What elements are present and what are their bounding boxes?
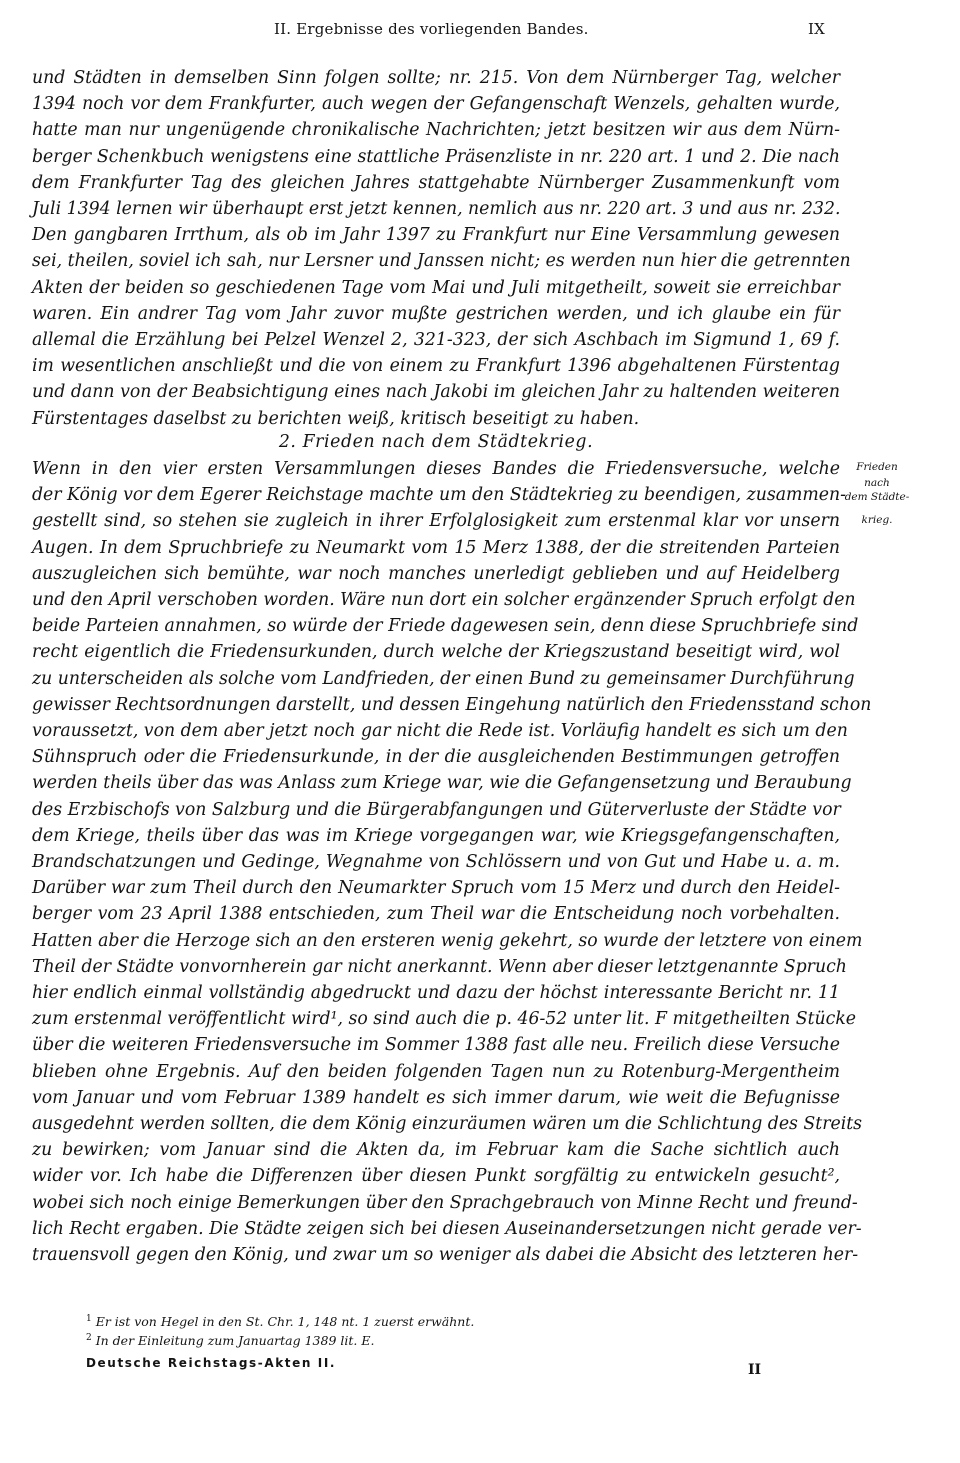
footnote-text: Er ist von Hegel in den St. Chr. 1, 148 nt. 1 zuerst erwähnt. [95,1314,475,1330]
text-line: Theil der Städte vonvornherein gar nicht anerkannt. Wenn aber dieser letztgenannte Spruch [32,956,847,977]
text-line: und den April verschoben worden. Wäre nun dort ein solcher ergänzender Spruch erfolgt den [32,590,856,610]
text-line: im wesentlichen anschließt und die von einem zu Frankfurt 1396 abgehaltenen Fürstentag [32,356,840,377]
text-line: Juli 1394 lernen wir überhaupt erst jetzt kennen, nemlich aus nr. 220 art. 3 und aus nr. 232. [32,199,841,219]
margin-note-line: dem Städte- [844,491,910,503]
footer-signature: II [748,1362,762,1378]
text-line: gestellt sind, so stehen sie zugleich in ihrer Erfolglosigkeit zum erstenmal klar vor unsern [32,511,840,532]
text-line: waren. Ein andrer Tag vom Jahr zuvor mußte gestrichen werden, und ich glaube ein für [32,303,840,324]
text-line: ausgedehnt werden sollten, die dem König einzuräumen wären um die Schlichtung des Streits [32,1114,863,1134]
text-line: Sühnspruch oder die Friedensurkunde, in der die ausgleichenden Bestimmungen getroffen [32,747,840,768]
text-line: voraussetzt, von dem aber jetzt noch gar nicht die Rede ist. Vorläufig handelt es sich um den [32,721,848,741]
footnote-mark: 1 [86,1314,92,1324]
text-line: Akten der beiden so geschiedenen Tage vom Mai und Juli mitgetheilt, soweit sie erreichbar [32,277,840,298]
text-line: hatte man nur ungenügende chronikalische Nachrichten; jetzt besitzen wir aus dem Nürn- [32,120,840,141]
text-line: Hatten aber die Herzoge sich an den ersteren wenig gekehrt, so wurde der letztere von einem [32,930,863,951]
text-line: zum erstenmal veröffentlicht wird¹, so sind auch die p. 46-52 unter lit. F mitgetheilten Stücke [32,1009,857,1030]
footnote-text: In der Einleitung zum Januartag 1389 lit. E. [95,1333,375,1349]
text-line: beide Parteien annahmen, so würde der Friede dagewesen sein, denn diese Spruchbriefe sind [32,616,859,637]
text-line: werden theils über das was Anlass zum Kriege war, wie die Gefangensetzung und Beraubung [32,773,852,794]
text-line: Fürstentages daselbst zu berichten weiß, kritisch beseitigt zu haben. [32,408,640,429]
text-line: über die weiteren Friedensversuche im Sommer 1388 fast alle neu. Freilich diese Versuche [32,1035,840,1056]
text-line: 1394 noch vor dem Frankfurter, auch wegen der Gefangenschaft Wenzels, gehalten wurde, [32,94,840,115]
page-number: IX [808,20,826,38]
running-header: II. Ergebnisse des vorliegenden Bandes. [274,20,589,38]
text-line: recht eigentlich die Friedensurkunden, durch welche der Kriegszustand beseitigt wird, wol [32,642,840,663]
footnote-mark: 2 [86,1333,92,1343]
text-line: und dann von der Beabsichtigung eines nach Jakobi im gleichen Jahr zu haltenden weiteren [32,382,840,403]
text-line: wider vor. Ich habe die Differenzen über diesen Punkt sorgfältig zu entwickeln gesucht², [32,1166,840,1187]
text-line: der König vor dem Egerer Reichstage machte um den Städtekrieg zu beendigen, zusammen- [32,485,847,506]
text-line: und Städten in demselben Sinn folgen sollte; nr. 215. Von dem Nürnberger Tag, welcher [32,68,840,88]
text-line: berger vom 23 April 1388 entschieden, zum Theil war die Entscheidung noch vorbehalten. [32,904,840,925]
text-line: gewisser Rechtsordnungen darstellt, und dessen Eingehung natürlich den Friedensstand schon [32,694,872,715]
text-line: allemal die Erzählung bei Pelzel Wenzel 2, 321-323, der sich Aschbach im Sigmund 1, 69 f. [32,330,840,350]
text-line: hier endlich einmal vollständig abgedruckt und dazu der höchst interessante Bericht nr. 11 [32,983,840,1003]
text-line: Augen. In dem Spruchbriefe zu Neumarkt vom 15 Merz 1388, der die streitenden Parteien [32,537,840,558]
text-line: des Erzbischofs von Salzburg und die Bürgerabfangungen und Güterverluste der Städte vor [32,799,841,820]
margin-note-line: nach [864,477,890,489]
text-line: sei, theilen, soviel ich sah, nur Lersner und Janssen nicht; es werden nun hier die getrennten [32,251,851,272]
text-line: zu unterscheiden als solche vom Landfrieden, der einen Bund zu gemeinsamer Durchführung [32,668,855,689]
footnote-2 [86,1330,374,1349]
text-line: trauensvoll gegen den König, und zwar um so weniger als dabei die Absicht des letzteren her- [32,1245,859,1265]
margin-note-line: Frieden [856,461,898,473]
section-heading: 2. Frieden nach dem Städtekrieg. [278,432,594,452]
text-line: Darüber war zum Theil durch den Neumarkter Spruch vom 15 Merz und durch den Heidel- [32,878,840,899]
footnote-1 [86,1311,474,1330]
footer-publication: Deutsche Reichstags-Akten II. [86,1356,337,1370]
text-line: Wenn in den vier ersten Versammlungen dieses Bandes die Friedensversuche, welche [32,459,840,479]
text-line: zu bewirken; vom Januar sind die Akten da, im Februar kam die Sache sichtlich auch [32,1140,840,1161]
margin-note-line: krieg. [861,514,893,526]
text-line: wobei sich noch einige Bemerkungen über den Sprachgebrauch von Minne Recht und freund- [32,1192,858,1213]
text-line: auszugleichen sich bemühte, war noch manches unerledigt geblieben und auf Heidelberg [32,563,840,584]
text-line: dem Kriege, theils über das was im Kriege vorgegangen war, wie Kriegsgefangenschaften, [32,825,840,846]
text-line: vom Januar und vom Februar 1389 handelt es sich immer darum, wie weit die Befugnisse [32,1087,840,1108]
text-line: dem Frankfurter Tag des gleichen Jahres stattgehabte Nürnberger Zusammenkunft vom [32,172,840,193]
text-line: lich Recht ergaben. Die Städte zeigen sich bei diesen Auseinandersetzungen nicht gerade ver- [32,1218,862,1239]
text-line: blieben ohne Ergebnis. Auf den beiden folgenden Tagen nun zu Rotenburg-Mergentheim [32,1061,840,1082]
text-line: Brandschatzungen und Gedinge, Wegnahme von Schlössern und von Gut und Habe u. a. m. [32,852,840,872]
text-line: Den gangbaren Irrthum, als ob im Jahr 1397 zu Frankfurt nur Eine Versammlung gewesen [32,225,840,246]
text-line: berger Schenkbuch wenigstens eine stattliche Präsenzliste in nr. 220 art. 1 und 2. Die nach [32,146,840,167]
